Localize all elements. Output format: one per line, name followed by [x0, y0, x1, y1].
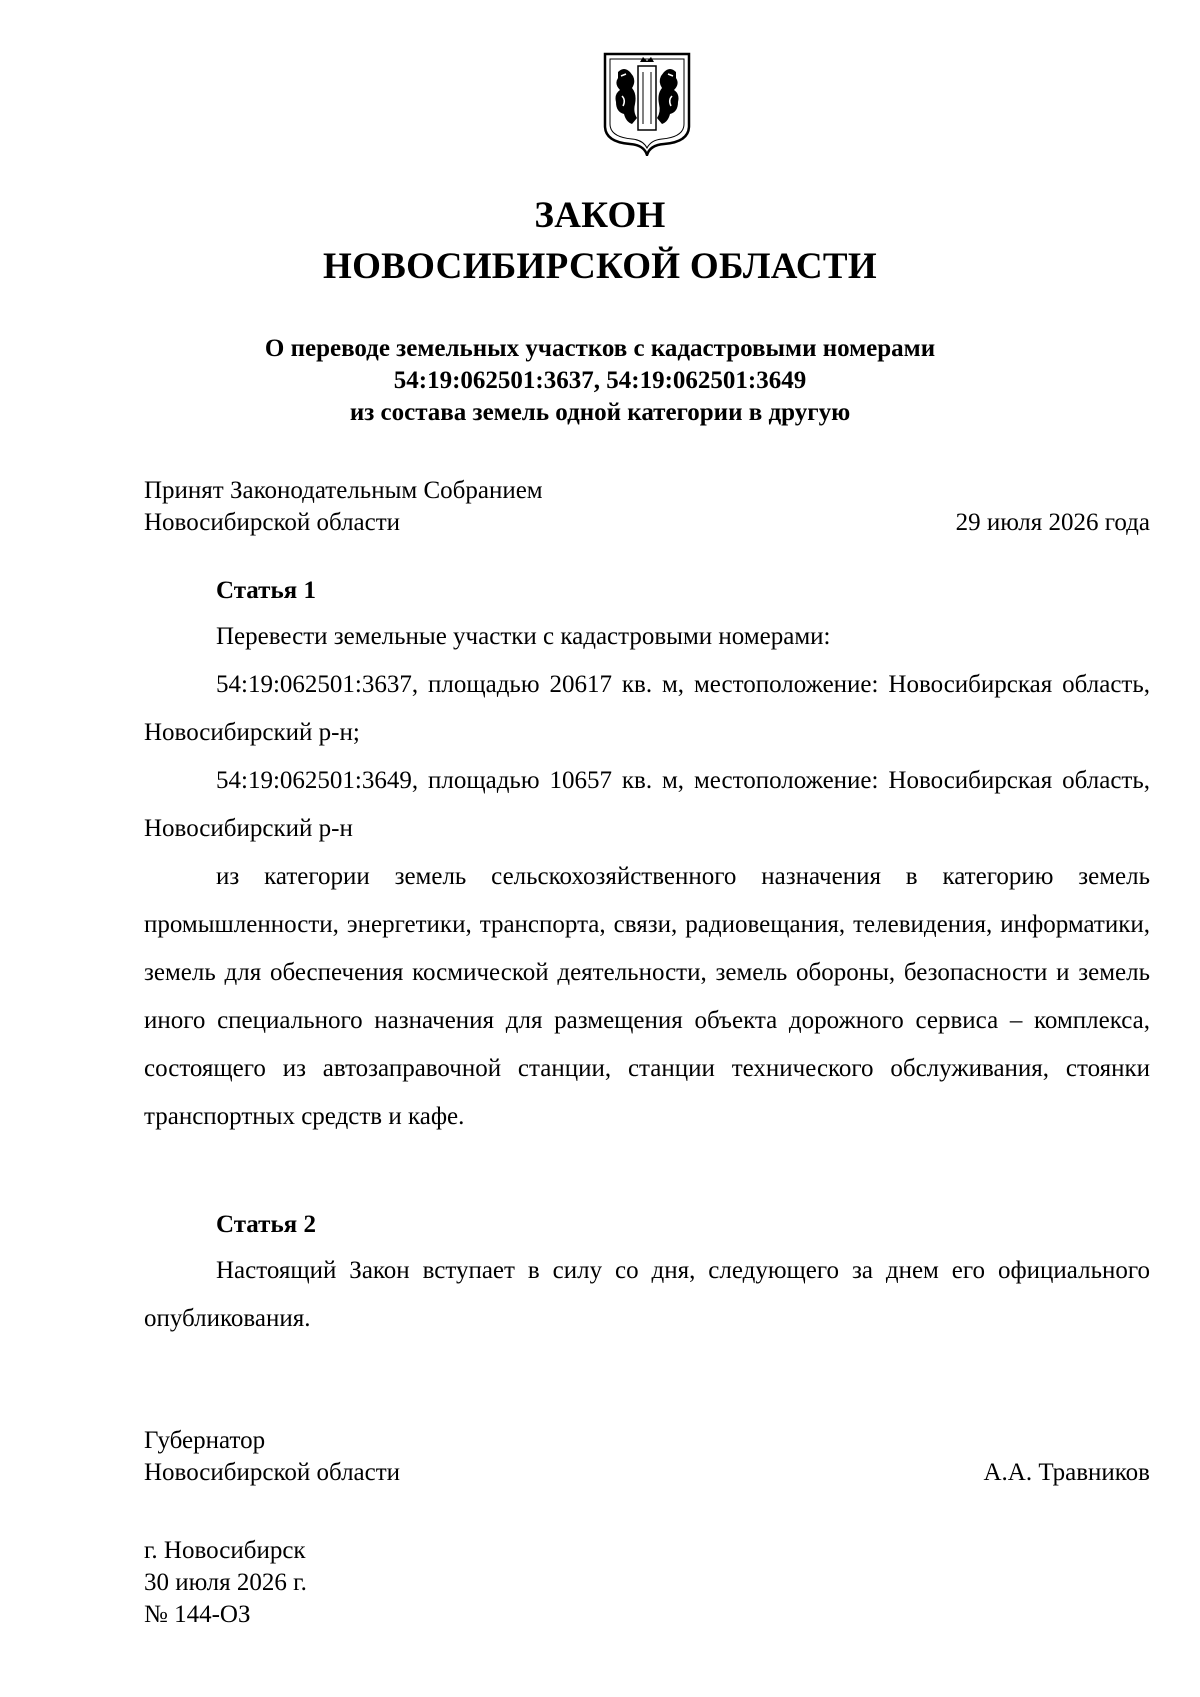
- article1-paragraph: из категории земель сельскохозяйственного назначения в категорию земель промышленности, энергетики, транспорта, связи, радиовещания, телевидения, информатики, земель для обеспечения космической деятельности, земель обороны, безопасности и земель иного специального назначения для размещения объекта дорожного сервиса – комплекса, состоящего из автозаправочной станции, станции технического обслуживания, стоянки транспортных средств и кафе.: [144, 863, 1150, 1130]
- article1-paragraph: 54:19:062501:3637, площадью 20617 кв. м, местоположение: Новосибирская область, Новосибирский р-н;: [144, 671, 1150, 746]
- adoption-block: [144, 475, 1150, 539]
- article1-body: [144, 613, 1150, 1141]
- article1-paragraph: 54:19:062501:3649, площадью 10657 кв. м, местоположение: Новосибирская область, Новосибирский р-н: [144, 767, 1150, 842]
- law-title: [0, 190, 1200, 292]
- article2-paragraph: Настоящий Закон вступает в силу со дня, следующего за днем его официального опубликования.: [144, 1257, 1150, 1332]
- adoption-date: 29 июля 2026 года: [955, 509, 1150, 536]
- adoption-line2: Новосибирской области: [144, 509, 401, 536]
- law-subject: [0, 333, 1200, 429]
- article1-paragraph: Перевести земельные участки с кадастровыми номерами:: [216, 623, 831, 650]
- signature-position-line2: Новосибирской области: [144, 1459, 401, 1486]
- signature-position-line1: Губернатор: [144, 1427, 266, 1454]
- footer-number: № 144-ОЗ: [144, 1601, 251, 1628]
- law-title-line2: НОВОСИБИРСКОЙ ОБЛАСТИ: [323, 246, 877, 287]
- coat-of-arms-icon: [602, 52, 692, 156]
- subject-line: 54:19:062501:3637, 54:19:062501:3649: [393, 367, 807, 394]
- footer-block: [144, 1535, 307, 1631]
- article2-body: [144, 1247, 1150, 1343]
- footer-date: 30 июля 2026 г.: [144, 1569, 307, 1596]
- subject-line: О переводе земельных участков с кадастровыми номерами: [264, 335, 936, 362]
- subject-line: из состава земель одной категории в другую: [349, 399, 851, 426]
- article1-heading: Статья 1: [216, 577, 316, 604]
- article2-heading: Статья 2: [216, 1211, 316, 1238]
- law-title-line1: ЗАКОН: [534, 195, 666, 236]
- adoption-line1: Принят Законодательным Собранием: [144, 477, 543, 504]
- signature-name: А.А. Травников: [983, 1459, 1150, 1486]
- signature-block: [144, 1425, 1150, 1489]
- footer-city: г. Новосибирск: [144, 1537, 306, 1564]
